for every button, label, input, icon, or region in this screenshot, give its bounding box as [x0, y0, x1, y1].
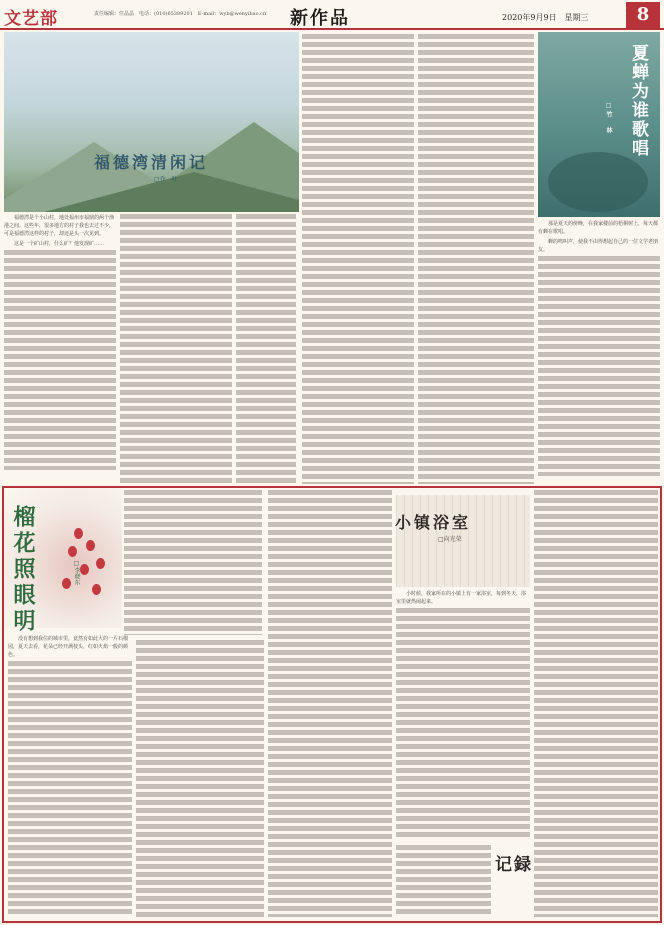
editor-info: 责任编辑：任晶晶 电话：(010)65389201 E-mail：wyb@wenyibao.cn — [94, 11, 267, 17]
article4-column-1 — [396, 590, 530, 840]
page-number: 8 — [626, 2, 660, 28]
column-seal: 记録 — [495, 855, 533, 875]
section-title: 新作品 — [290, 8, 350, 29]
article3-paragraph: 没有想到我住的城市里，竟然有如此大的一片石榴园，夏天去看，花朵已经开满枝头，红如火焰一般的颜色。 — [8, 636, 129, 658]
article4-author: □向光荣 — [438, 536, 462, 543]
article2-title: 夏蝉为谁歌唱 — [628, 44, 648, 158]
article3-column-1 — [124, 490, 262, 635]
article2-paragraph: 蝉的鸣叫声，使我不由得想起自己的一位文学老朋友。 — [538, 239, 659, 253]
article1-column-4 — [302, 34, 414, 484]
article3-column-4 — [268, 490, 392, 917]
article4-column-3 — [396, 845, 491, 917]
article2-author: □竹 林 — [605, 102, 612, 135]
article1-author: □乔 叶 — [154, 176, 178, 183]
article3-author: □李晓东 — [73, 560, 80, 585]
newspaper-logo: 文艺部 — [4, 9, 58, 29]
article1-paragraph: 这是一个矿山村，什么矿？他发现矿…… — [14, 241, 105, 247]
article3-column-2 — [8, 635, 132, 917]
article1-column-3 — [236, 214, 296, 484]
article4-illustration — [396, 495, 530, 587]
article1-paragraph: 福德湾是个小山村，地处福州市福鼎的两个渔港之间。这些年，很多地方的村子我也去过不少，可是福德湾这样的村子，却还是头一次见到。 — [4, 215, 115, 237]
article2-illustration — [538, 32, 660, 217]
article1-illustration — [4, 32, 299, 212]
article3-column-3 — [136, 640, 264, 917]
article4-title: 小镇浴室 — [395, 513, 472, 532]
masthead — [0, 0, 664, 30]
article1-column-2 — [120, 214, 232, 484]
article1-title: 福德湾清闲记 — [94, 153, 209, 172]
article2-paragraph: 那是夏天的傍晚，在我家楼前的梧桐树上，每天都有蝉在歌唱。 — [538, 221, 659, 235]
article1-column-5 — [418, 34, 534, 484]
article2-body — [538, 220, 660, 482]
article1-column-1 — [4, 214, 116, 484]
article3-title: 榴花照眼明 — [10, 505, 36, 635]
article4-paragraph: 小时候，我家所在的小镇上有一家浴室，每到冬天，浴室里就热闹起来。 — [396, 591, 527, 605]
issue-date: 2020年9月9日 星期三 — [502, 13, 589, 22]
